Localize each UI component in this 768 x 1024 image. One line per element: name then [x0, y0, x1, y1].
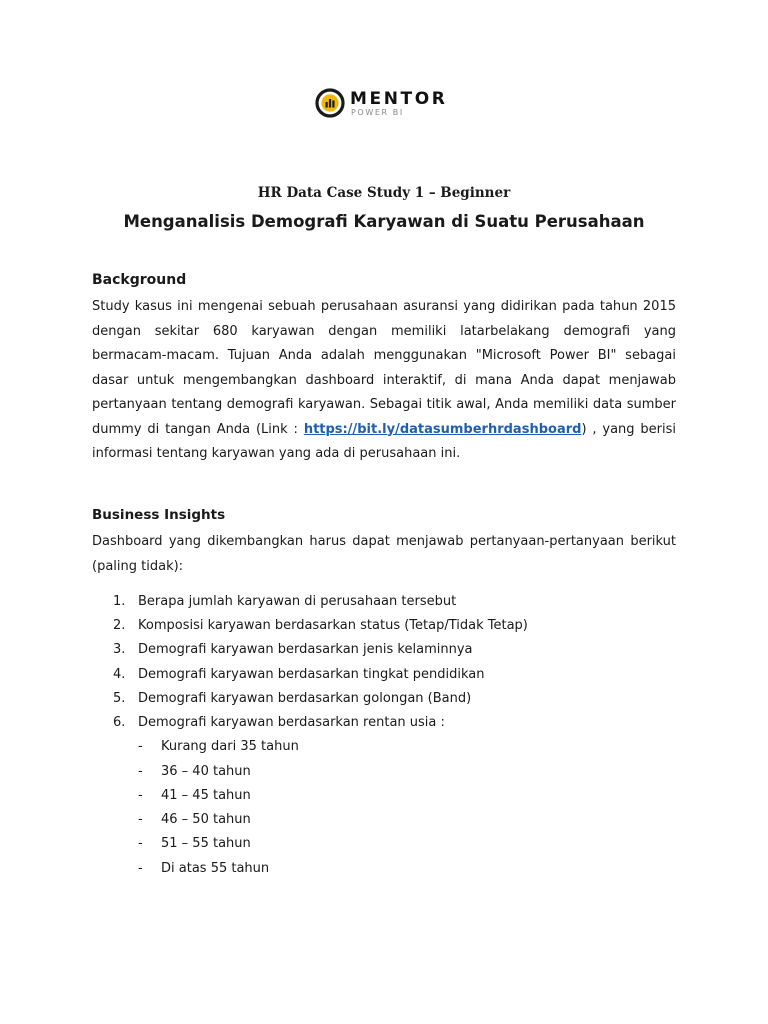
list-item-number: 4.	[113, 667, 126, 682]
list-item-text: Komposisi karyawan berdasarkan status (Tetap/Tidak Tetap)	[138, 618, 528, 633]
logo-name: MENTOR	[350, 88, 448, 109]
list-item-text: Demografi karyawan berdasarkan jenis kelaminnya	[138, 642, 473, 657]
business-insights-heading: Business Insights	[92, 507, 226, 523]
background-text: Study kasus ini mengenai sebuah perusahaan asuransi yang didirikan pada tahun 2015 dengan sekitar 680 karyawan dengan memiliki latarbelakang demografi yang bermacam-macam. Tujuan Anda adalah menggunakan "Microsoft Power BI" sebagai dasar untuk mengembangkan dashboard interaktif, di mana Anda dapat menjawab pertanyaan tentang demografi karyawan. Sebagai titik awal, Anda memiliki data sumber dummy di tangan Anda (Link :	[92, 299, 676, 437]
age-range-dash: -	[138, 764, 143, 779]
list-item-text: Demografi karyawan berdasarkan rentan usia :	[138, 715, 445, 730]
business-insights-intro: Dashboard yang dikembangkan harus dapat menjawab pertanyaan-pertanyaan berikut (paling tidak):	[92, 534, 676, 574]
list-item-number: 1.	[113, 594, 126, 609]
list-item-number: 5.	[113, 691, 126, 706]
age-range-dash: -	[138, 861, 143, 876]
age-range-dash: -	[138, 812, 143, 827]
background-paragraph	[92, 295, 676, 467]
logo-subtitle: POWER BI	[351, 107, 404, 117]
age-range-text: 51 – 55 tahun	[161, 836, 251, 851]
document-subtitle: HR Data Case Study 1 – Beginner	[257, 185, 511, 201]
mentor-logo-icon	[315, 88, 345, 118]
age-range-text: 36 – 40 tahun	[161, 764, 251, 779]
age-range-text: Di atas 55 tahun	[161, 861, 270, 876]
age-range-text: 46 – 50 tahun	[161, 812, 251, 827]
mentor-logo	[315, 86, 448, 120]
age-range-text: Kurang dari 35 tahun	[161, 739, 299, 754]
age-range-dash: -	[138, 836, 143, 851]
list-item-number: 2.	[113, 618, 126, 633]
list-item-text: Demografi karyawan berdasarkan golongan (Band)	[138, 691, 472, 706]
document-title: Menganalisis Demografi Karyawan di Suatu Perusahaan	[123, 212, 645, 231]
background-text-end: ) , yang berisi informasi tentang karyawan yang ada di perusahaan ini.	[92, 421, 677, 461]
data-source-link[interactable]: https://bit.ly/datasumberhrdashboard	[303, 421, 582, 437]
list-item-number: 6.	[113, 715, 126, 730]
age-range-dash: -	[138, 739, 143, 754]
list-item-text: Berapa jumlah karyawan di perusahaan tersebut	[138, 594, 457, 609]
age-range-dash: -	[138, 788, 143, 803]
age-range-text: 41 – 45 tahun	[161, 788, 251, 803]
background-heading: Background	[92, 272, 187, 288]
list-item-text: Demografi karyawan berdasarkan tingkat pendidikan	[138, 667, 485, 682]
list-item-number: 3.	[113, 642, 126, 657]
